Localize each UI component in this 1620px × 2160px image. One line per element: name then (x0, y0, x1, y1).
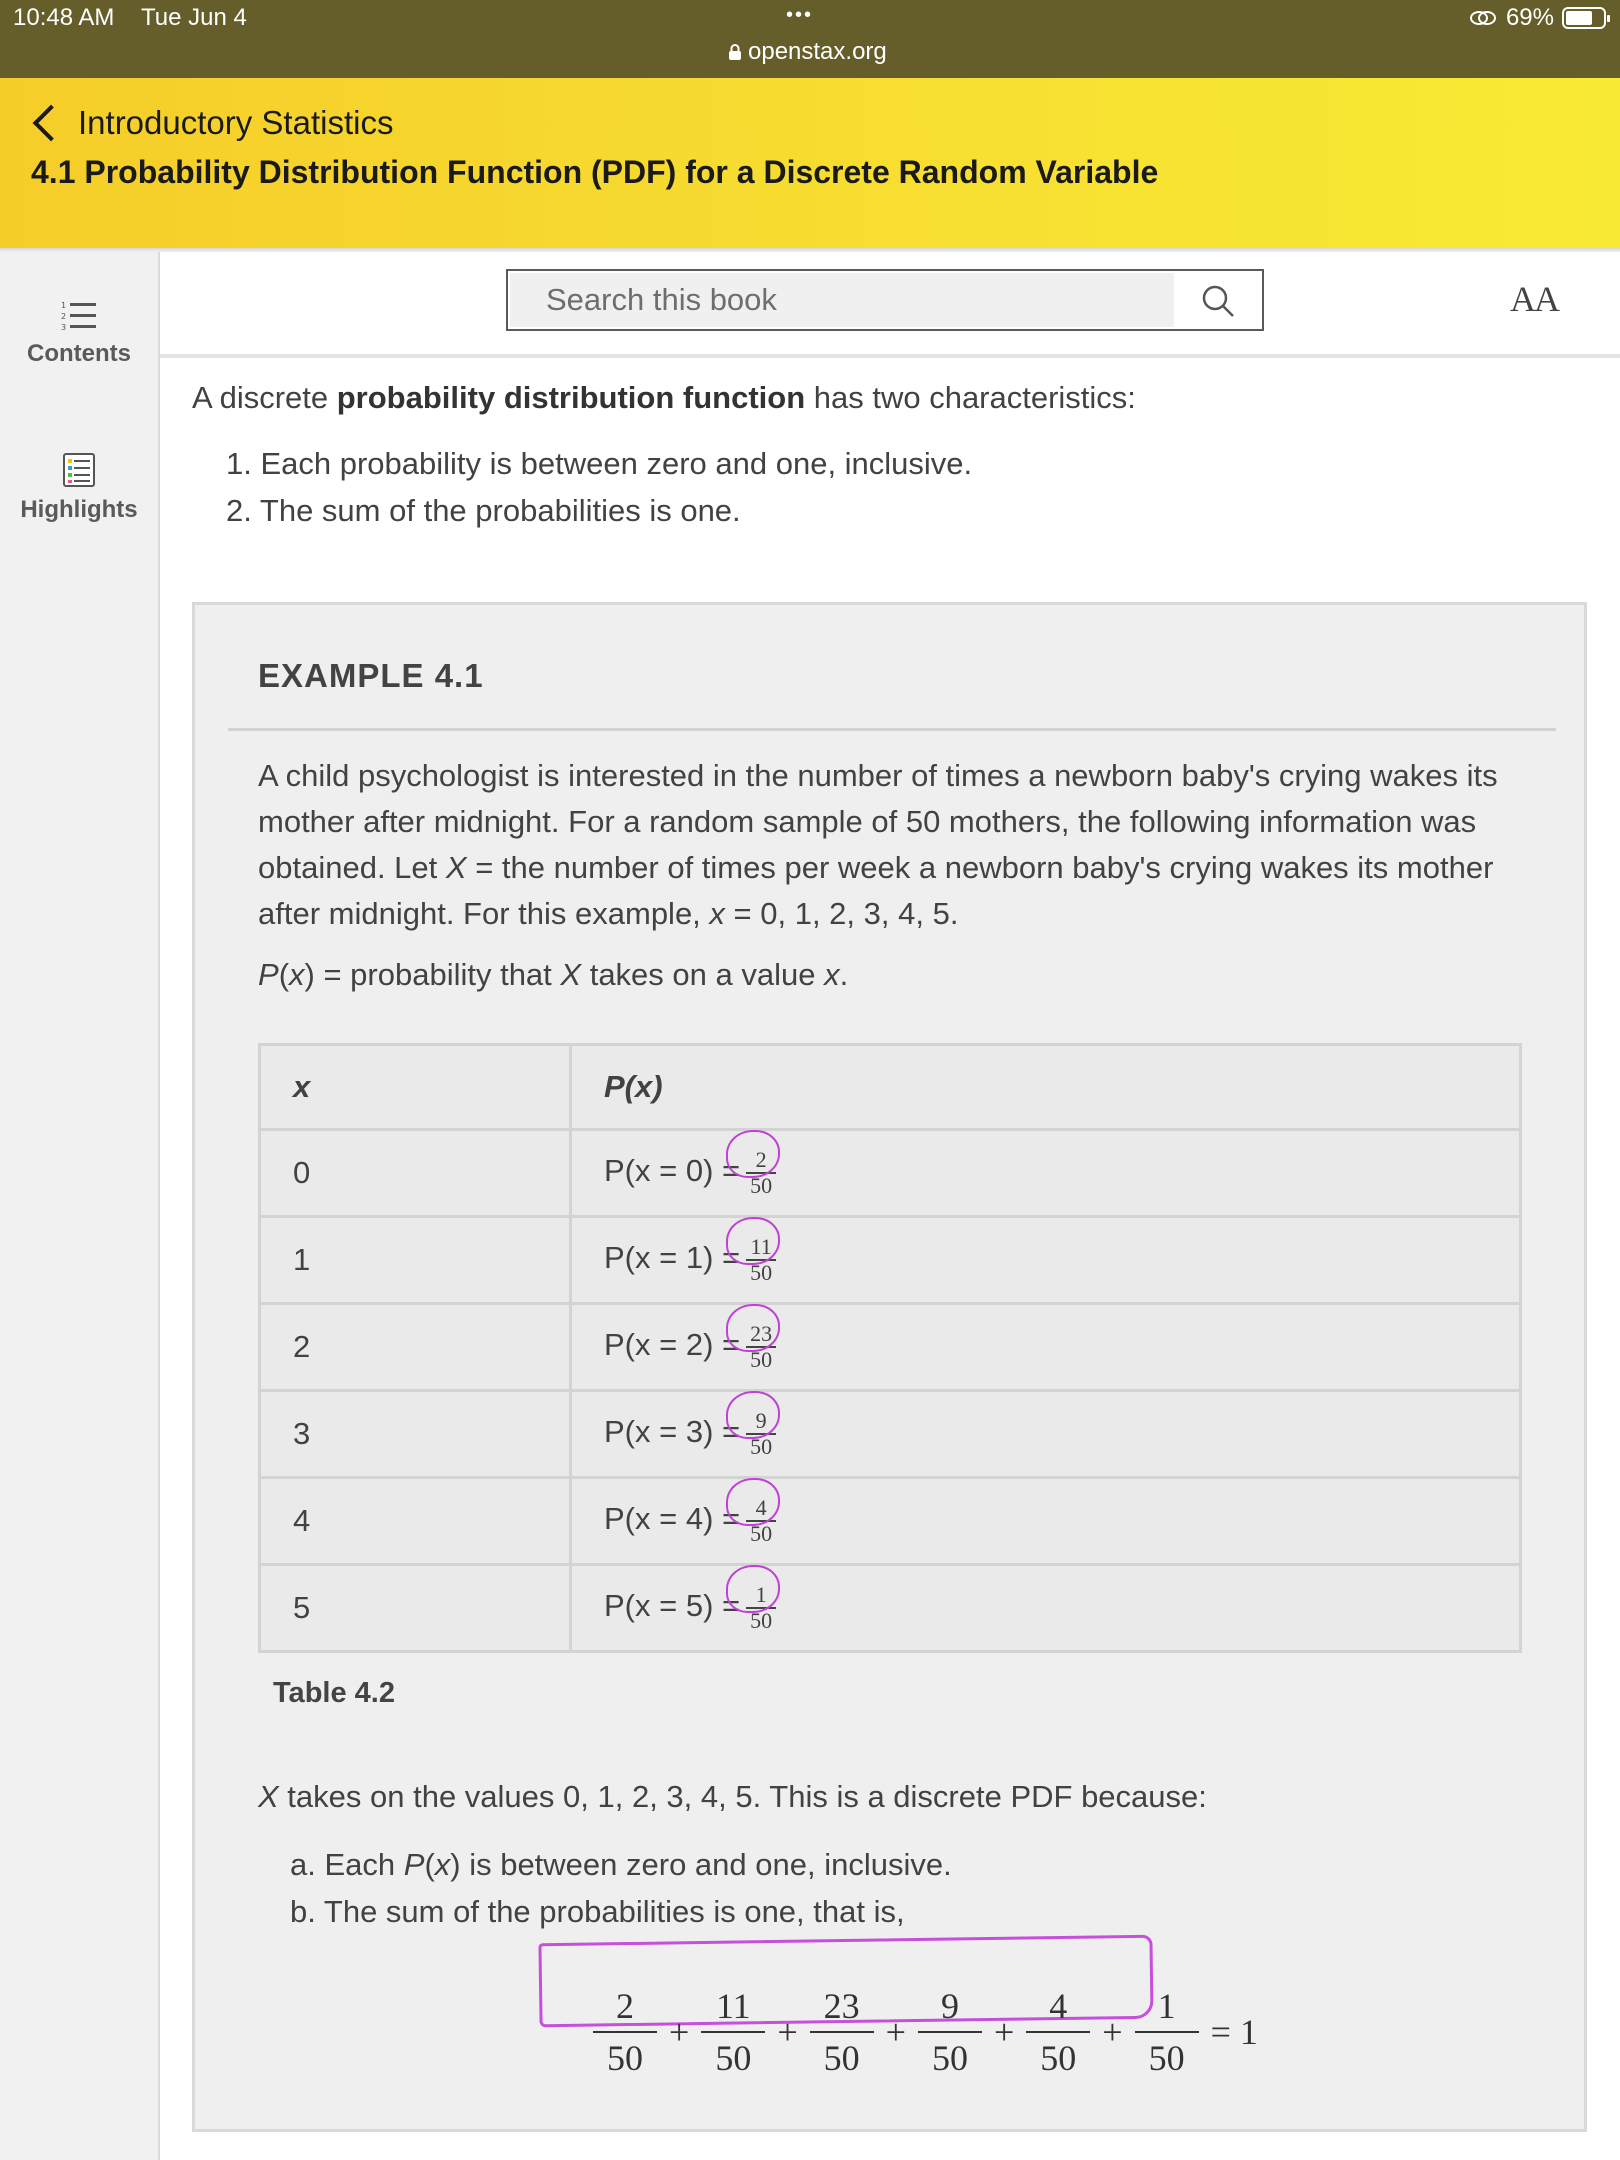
status-bar (0, 0, 1620, 78)
def-text: takes on a value (581, 957, 825, 992)
reason-text: b. The sum of the probabilities is one, that is, (290, 1894, 905, 1929)
denominator: 50 (746, 1433, 776, 1459)
book-header (0, 78, 1620, 248)
url-bar[interactable] (728, 38, 887, 66)
status-time: 10:48 AM (13, 4, 115, 31)
denominator: 50 (701, 2031, 765, 2079)
denominator: 50 (746, 1346, 776, 1372)
cell-px (571, 1304, 1521, 1391)
reason-text: a. Each (290, 1847, 404, 1882)
equals-one: = 1 (1210, 2012, 1258, 2052)
table-row (260, 1565, 1521, 1652)
cell-x: 4 (260, 1478, 571, 1565)
table-row (260, 1391, 1521, 1478)
fraction (740, 1496, 776, 1546)
sum-fraction (1026, 1985, 1090, 2079)
fraction-stack (746, 1496, 776, 1546)
reasons-list (290, 1841, 952, 1935)
cell-px (571, 1478, 1521, 1565)
numerator: 4 (1049, 1986, 1068, 2026)
list-item (290, 1841, 952, 1888)
fraction-stack (746, 1409, 776, 1459)
numerator: 2 (755, 1147, 767, 1172)
table-body (260, 1130, 1521, 1652)
denominator: 50 (746, 1259, 776, 1285)
var-x: x (824, 957, 840, 992)
plus-sign: + (669, 2012, 690, 2052)
sum-fraction (918, 1985, 982, 2079)
var-P: P (403, 1847, 425, 1882)
table-row (260, 1304, 1521, 1391)
cell-x: 5 (260, 1565, 571, 1652)
denominator: 50 (746, 1172, 776, 1198)
sum-fraction (1135, 1985, 1199, 2079)
var-x: x (434, 1847, 451, 1882)
list-item: 2. The sum of the probabilities is one. (226, 493, 741, 528)
table-caption: Table 4.2 (273, 1677, 395, 1709)
numerator: 11 (715, 1986, 751, 2026)
plus-sign: + (993, 2012, 1015, 2052)
list-icon (61, 300, 97, 332)
var-x: x (289, 957, 305, 992)
fraction (740, 1148, 776, 1198)
back-link[interactable] (30, 104, 393, 142)
prob-label: P(x = 4) = (604, 1501, 741, 1537)
cell-px (571, 1130, 1521, 1217)
battery-icon (1562, 7, 1606, 29)
column-header-px (571, 1045, 1521, 1130)
link-icon (1468, 8, 1498, 28)
search-box (506, 269, 1264, 331)
prob-label: P(x = 5) = (604, 1588, 741, 1624)
prob-label: P(x = 1) = (604, 1240, 741, 1276)
numerator: 23 (750, 1321, 773, 1346)
conclusion-text: takes on the values 0, 1, 2, 3, 4, 5. This is a discrete PDF because: (278, 1779, 1207, 1814)
column-header-x (260, 1045, 571, 1130)
prob-label: P(x = 0) = (604, 1153, 741, 1189)
url-text: openstax.org (748, 38, 887, 65)
sidebar (0, 252, 160, 2160)
list-item (290, 1888, 952, 1935)
fraction (740, 1235, 776, 1285)
intro-text-end: has two characteristics: (805, 380, 1136, 415)
numerator: 4 (755, 1495, 767, 1520)
prob-label: P(x = 2) = (604, 1327, 741, 1363)
sidebar-item-contents[interactable] (0, 300, 158, 368)
cell-px (571, 1391, 1521, 1478)
intro-term: probability distribution function (336, 380, 806, 415)
denominator: 50 (918, 2031, 982, 2079)
list-item: 1. Each probability is between zero and one, inclusive. (226, 446, 973, 481)
conclusion (258, 1779, 1207, 1815)
numerator: 11 (750, 1234, 772, 1259)
sum-fraction (593, 1985, 657, 2079)
status-right (1468, 4, 1606, 32)
sidebar-item-highlights[interactable] (0, 452, 158, 524)
svg-text:2: 2 (61, 312, 67, 321)
pdf-table (258, 1043, 1522, 1653)
sum-fraction (810, 1985, 874, 2079)
text-size-button[interactable]: AA (1510, 279, 1558, 319)
numerator: 23 (823, 1986, 860, 2026)
cell-x: 2 (260, 1304, 571, 1391)
sidebar-item-label: Highlights (20, 496, 138, 523)
table-row (260, 1478, 1521, 1565)
svg-text:1: 1 (61, 301, 67, 310)
search-input[interactable] (510, 273, 1166, 327)
denominator: 50 (1026, 2031, 1090, 2079)
fraction (740, 1583, 776, 1633)
cell-px (571, 1565, 1521, 1652)
denominator: 50 (593, 2031, 657, 2079)
sum-equation (585, 1985, 1262, 2079)
search-icon[interactable] (1200, 283, 1236, 319)
def-text: . (839, 957, 849, 992)
var-X: X (445, 850, 467, 885)
sum-fraction (701, 1985, 765, 2079)
example-box (192, 602, 1587, 2132)
var-x: x (709, 896, 725, 931)
divider (228, 728, 1556, 731)
denominator: 50 (1135, 2031, 1199, 2079)
reason-text: ( (424, 1847, 435, 1882)
status-date: Tue Jun 4 (141, 4, 247, 31)
var-P: P (258, 957, 279, 992)
para-text: A child psychologist is interested in the number of times a newborn baby's crying wakes its mother after midnight. For a random sample of 50 mothers, the following information was obtained. Let (258, 758, 1498, 885)
cell-x: 3 (260, 1391, 571, 1478)
var-X: X (258, 1779, 279, 1814)
prob-label: P(x = 3) = (604, 1414, 741, 1450)
cell-px (571, 1217, 1521, 1304)
reason-text: ) is between zero and one, inclusive. (450, 1847, 952, 1882)
numerator: 9 (755, 1408, 767, 1433)
denominator: 50 (746, 1607, 776, 1633)
table-row (260, 1130, 1521, 1217)
intro-text: A discrete (192, 380, 337, 415)
fraction (740, 1409, 776, 1459)
book-title-link[interactable]: Introductory Statistics (78, 104, 394, 141)
toolbar (160, 252, 1620, 358)
chevron-left-icon (33, 105, 70, 142)
numerator: 9 (940, 1986, 959, 2026)
multitasking-dots[interactable]: ••• (786, 4, 814, 26)
fraction-stack (746, 1583, 776, 1633)
def-text: ) = probability that (304, 957, 561, 992)
header-text: P(x) (604, 1069, 663, 1104)
denominator: 50 (746, 1520, 776, 1546)
denominator: 50 (810, 2031, 874, 2079)
main-content (192, 380, 1592, 534)
example-paragraph (258, 753, 1528, 937)
var-X: X (560, 957, 582, 992)
fraction-stack (746, 1235, 776, 1285)
p-definition: P(x) = probability that X takes on a value x. (258, 957, 849, 992)
intro-paragraph (192, 380, 1592, 416)
page-title: 4.1 Probability Distribution Function (PDF) for a Discrete Random Variable (31, 154, 1159, 190)
cell-x: 1 (260, 1217, 571, 1304)
numerator: 2 (616, 1986, 634, 2026)
plus-sign: + (885, 2012, 906, 2052)
battery-percent: 69% (1505, 4, 1554, 31)
para-text: = 0, 1, 2, 3, 4, 5. (724, 896, 959, 931)
search-field-bg (510, 273, 1174, 327)
fraction-stack (746, 1148, 776, 1198)
example-title: EXAMPLE 4.1 (258, 657, 484, 694)
characteristics-list (192, 440, 1592, 534)
highlights-icon (62, 452, 96, 488)
table-header-row (260, 1045, 1521, 1130)
lock-icon (728, 43, 742, 61)
fraction (740, 1322, 776, 1372)
plus-sign: + (1102, 2012, 1123, 2052)
cell-x: 0 (260, 1130, 571, 1217)
svg-text:3: 3 (61, 323, 67, 332)
numerator: 1 (1157, 1986, 1176, 2026)
para-text: = the number of times per week a newborn baby's crying wakes its mother after midnight. For this example, (258, 850, 1494, 931)
header-text: x (293, 1069, 311, 1104)
plus-sign: + (777, 2012, 798, 2052)
numerator: 1 (755, 1582, 767, 1607)
table-row (260, 1217, 1521, 1304)
sidebar-item-label: Contents (27, 340, 131, 367)
fraction-stack (746, 1322, 776, 1372)
